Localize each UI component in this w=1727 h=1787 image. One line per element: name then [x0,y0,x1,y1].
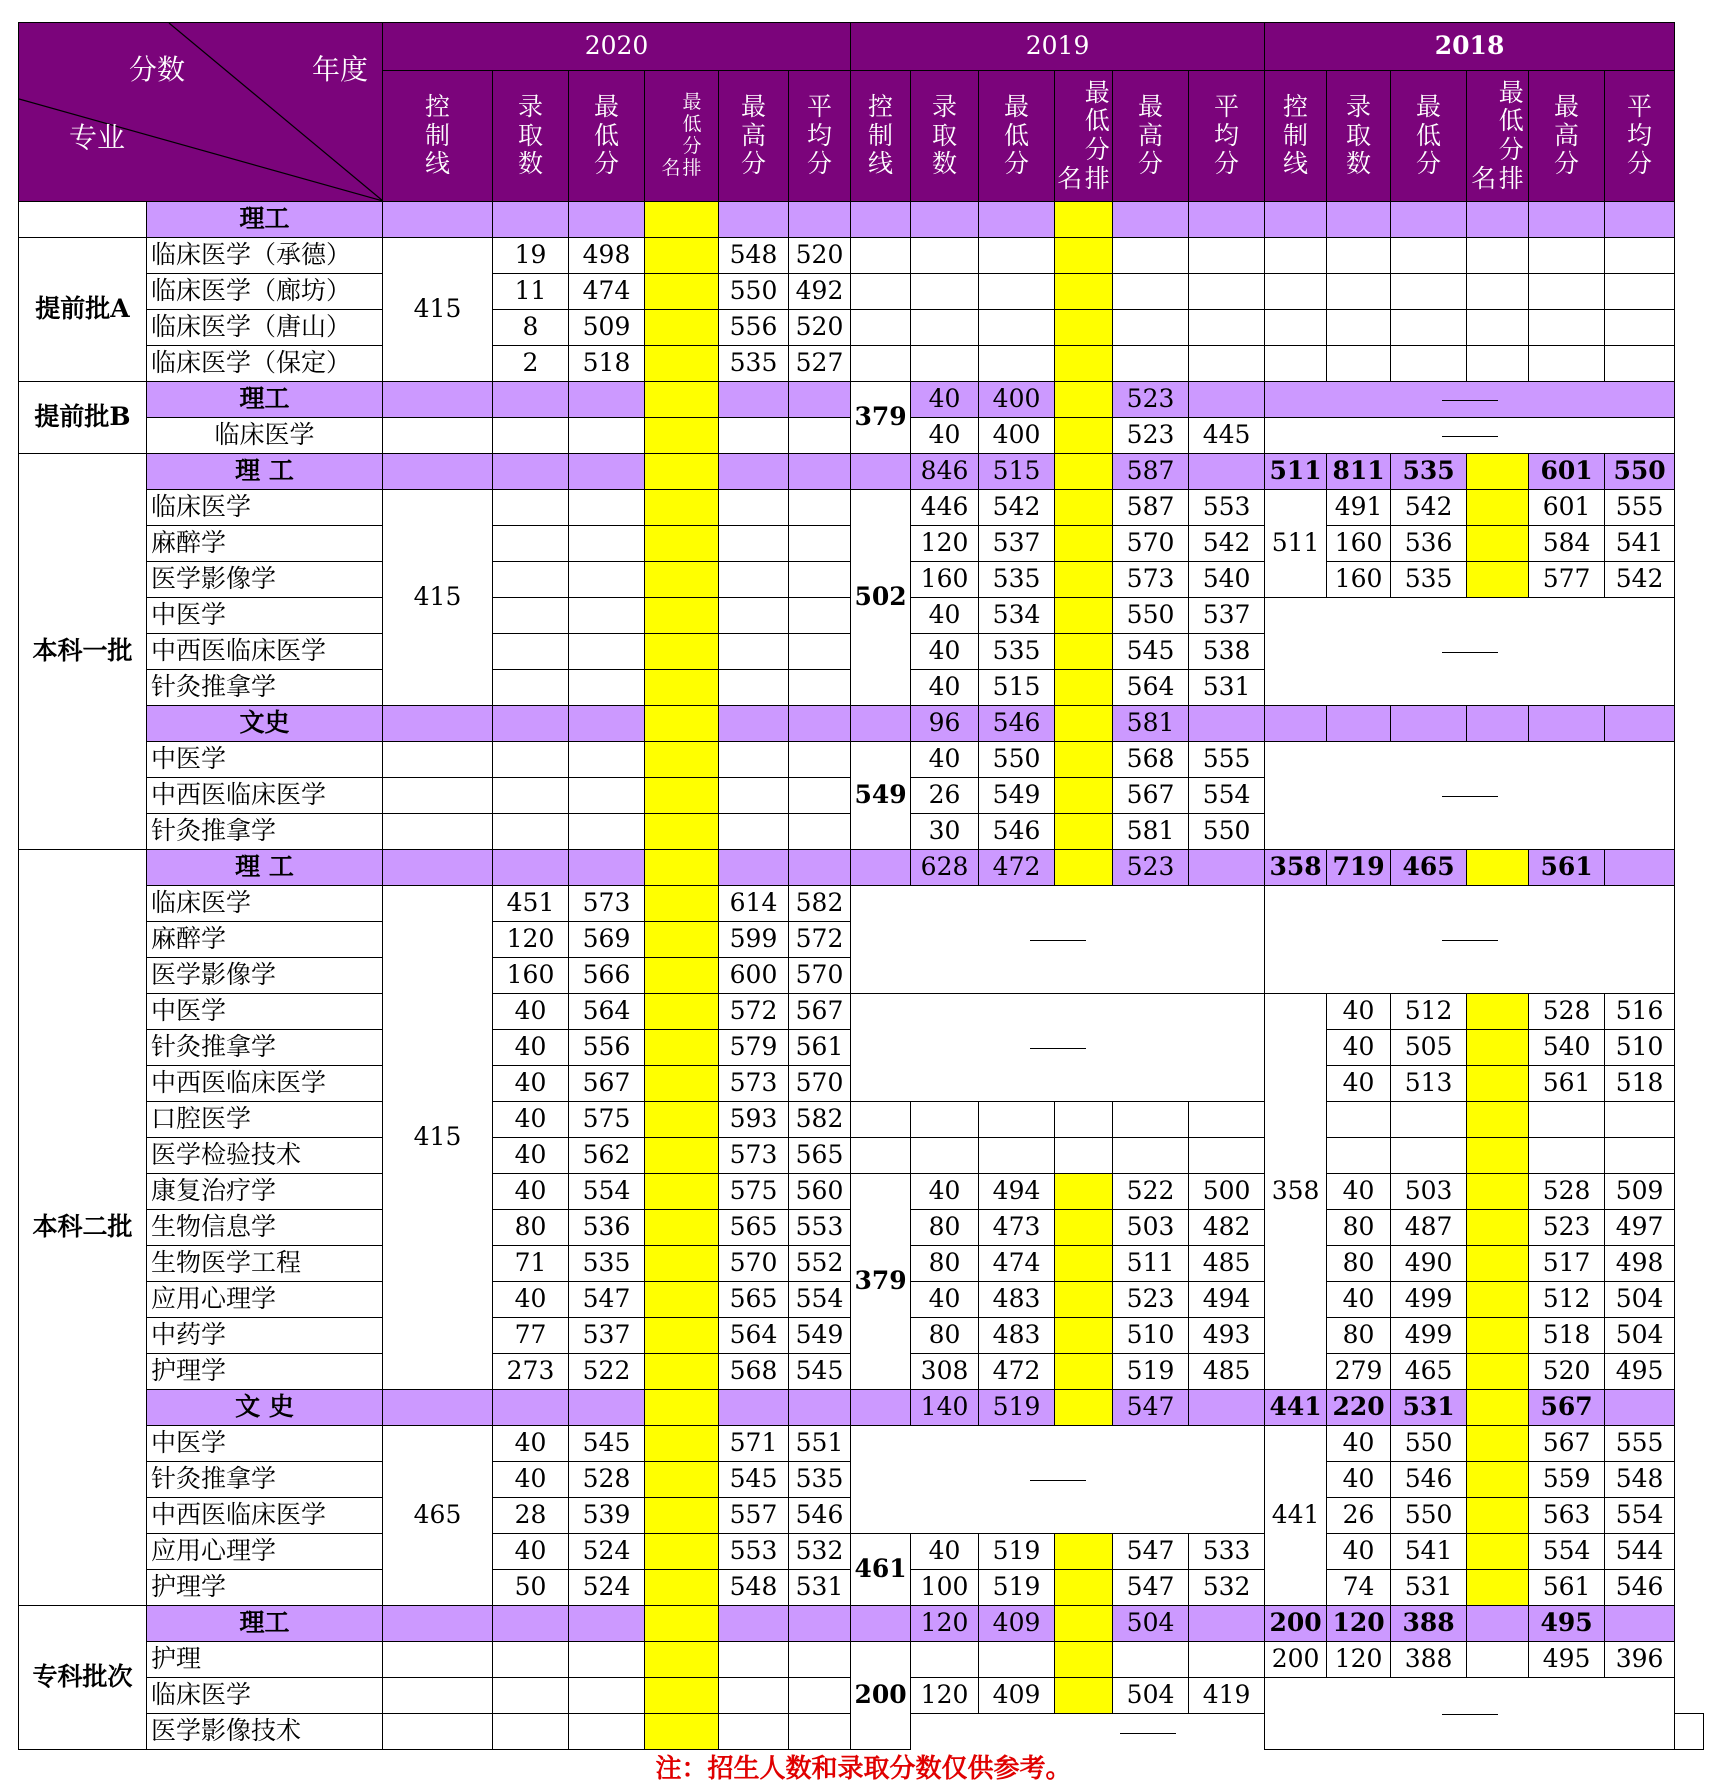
diagonal-lines [19,23,383,201]
table-row: 护理学 273 522 568 545 308 472 519 485 279 465 520 495 [19,1354,1704,1390]
table-row: 本科一批 理 工 846 515 587 511 811 535 601 550 [19,454,1704,490]
dash [1030,1048,1086,1049]
major: 康复治疗学 [147,1174,383,1210]
dash [1442,436,1498,437]
table-row: 临床医学 415 451 573 614 582 [19,886,1704,922]
major: 医学影像学 [147,958,383,994]
table-row: 专科批次 理工 120 409 504 200 120 388 495 [19,1606,1704,1642]
major: 麻醉学 [147,526,383,562]
major: 中西医临床医学 [147,778,383,814]
col-admit-2018: 录取数 [1327,71,1391,202]
table-row: 临床医学 40 400 523 445 [19,418,1704,454]
major: 针灸推拿学 [147,670,383,706]
table-row: 文 史 140 519 547 441 220 531 567 [19,1390,1704,1426]
category-ligong: 理工 [147,202,383,238]
major: 临床医学（唐山） [147,310,383,346]
category-ligong: 理 工 [147,454,383,490]
major: 中医学 [147,1426,383,1462]
major: 临床医学（保定） [147,346,383,382]
table-row [19,202,1704,238]
major: 中医学 [147,742,383,778]
table-row: 针灸推拿学 30 546 581 550 [19,814,1704,850]
table-row: 临床医学 415 502 446 542 587 553 511 491 542 601 555 [19,490,1704,526]
col-max-2019: 最高分 [1113,71,1189,202]
table-row: 针灸推拿学 40 515 564 531 [19,670,1704,706]
admission-score-table-wrapper [18,22,1704,1750]
major: 临床医学 [147,1678,383,1714]
diagonal-header-cell [19,23,383,202]
col-min-2020: 最低分 [569,71,645,202]
major: 针灸推拿学 [147,814,383,850]
major: 临床医学 [147,418,383,454]
table-row: 中医学 40 534 550 537 [19,598,1704,634]
group-b: 提前批B [19,382,147,454]
table-row: 康复治疗学 40 554 575 560 379 40 494 522 500 40 503 528 509 [19,1174,1704,1210]
col-avg-2018: 平均分 [1605,71,1675,202]
major: 护理学 [147,1570,383,1606]
table-row: 护理 200 200 120 388 495 396 [19,1642,1704,1678]
major: 医学影像学 [147,562,383,598]
col-control-2020: 控制线 [383,71,493,202]
col-min-2018: 最低分 [1391,71,1467,202]
col-admit-2019: 录取数 [911,71,979,202]
table-row: 临床医学（唐山） 8 509 556 520 [19,310,1704,346]
major: 针灸推拿学 [147,1030,383,1066]
admission-score-table [18,22,1704,1750]
table-row: 临床医学（保定） 2 518 535 527 [19,346,1704,382]
major: 临床医学（承德） [147,238,383,274]
table-row: 生物信息学 80 536 565 553 80 473 503 482 80 487 523 497 [19,1210,1704,1246]
table-row: 中西医临床医学 28 539 557 546 26 550 563 554 [19,1498,1704,1534]
major: 临床医学 [147,886,383,922]
table-row: 中医学 40 564 572 567 358 40 512 528 516 [19,994,1704,1030]
group-zk: 专科批次 [19,1606,147,1750]
major: 中医学 [147,994,383,1030]
col-min-2019: 最低分 [979,71,1055,202]
col-max-2020: 最高分 [719,71,789,202]
dash [1442,1714,1498,1715]
major: 生物医学工程 [147,1246,383,1282]
table-row: 应用心理学 40 524 553 532 461 40 519 547 533 40 541 554 544 [19,1534,1704,1570]
col-rank-2020: 名最低分排 [645,71,719,202]
table-row: 中医学 549 40 550 568 555 [19,742,1704,778]
table-row: 针灸推拿学 40 556 579 561 40 505 540 510 [19,1030,1704,1066]
major: 麻醉学 [147,922,383,958]
category-wenshi: 文 史 [147,1390,383,1426]
major: 应用心理学 [147,1282,383,1318]
table-row: 临床医学（廊坊） 11 474 550 492 [19,274,1704,310]
col-control-2018: 控制线 [1265,71,1327,202]
major: 临床医学（廊坊） [147,274,383,310]
year-label: 年度 [311,53,368,86]
major: 中西医临床医学 [147,1498,383,1534]
table-row: 应用心理学 40 547 565 554 40 483 523 494 40 499 512 504 [19,1282,1704,1318]
table-row: 麻醉学 120 537 570 542 160 536 584 541 [19,526,1704,562]
table-row: 中西医临床医学 40 567 573 570 40 513 561 518 [19,1066,1704,1102]
group-two: 本科二批 [19,850,147,1606]
table-row: 本科二批 理 工 628 472 523 358 719 465 561 [19,850,1704,886]
major: 护理学 [147,1354,383,1390]
table-row: 医学检验技术 40 562 573 565 [19,1138,1704,1174]
table-row: 中医学 465 40 545 571 551 441 40 550 567 555 [19,1426,1704,1462]
category-wenshi: 文史 [147,706,383,742]
category-ligong: 理工 [147,1606,383,1642]
dash [1442,652,1498,653]
col-avg-2020: 平均分 [789,71,851,202]
major: 应用心理学 [147,1534,383,1570]
year-2020-header: 2020 [383,23,851,71]
dash [1442,400,1498,401]
footnote: 注：招生人数和录取分数仅供参考。 [655,1754,1072,1784]
score-label: 分数 [129,53,186,86]
table-row: 医学影像学 160 535 573 540 160 535 577 542 [19,562,1704,598]
major: 针灸推拿学 [147,1462,383,1498]
major: 口腔医学 [147,1102,383,1138]
table-row: 中药学 77 537 564 549 80 483 510 493 80 499 518 504 [19,1318,1704,1354]
col-avg-2019: 平均分 [1189,71,1265,202]
table-row: 中西医临床医学 40 535 545 538 [19,634,1704,670]
major: 生物信息学 [147,1210,383,1246]
table-row: 提前批B 理工 379 40 400 523 [19,382,1704,418]
table-row: 临床医学 120 409 504 419 [19,1678,1704,1714]
dash [1030,1480,1086,1481]
major: 中医学 [147,598,383,634]
table-row: 护理学 50 524 548 531 100 519 547 532 74 531 561 546 [19,1570,1704,1606]
col-control-2019: 控制线 [851,71,911,202]
col-max-2018: 最高分 [1529,71,1605,202]
major: 临床医学 [147,490,383,526]
major: 中药学 [147,1318,383,1354]
major: 医学影像技术 [147,1714,383,1750]
col-rank-2018: 名最低分排 [1467,71,1529,202]
table-row: 中西医临床医学 26 549 567 554 [19,778,1704,814]
major: 中西医临床医学 [147,634,383,670]
year-2019-header: 2019 [851,23,1265,71]
table-row: 麻醉学 120 569 599 572 [19,922,1704,958]
major: 医学检验技术 [147,1138,383,1174]
table-row: 提前批A 临床医学（承德） 415 19 498 548 520 [19,238,1704,274]
category-ligong: 理工 [147,382,383,418]
table-row: 口腔医学 40 575 593 582 [19,1102,1704,1138]
col-rank-2019: 名最低分排 [1055,71,1113,202]
category-ligong: 理 工 [147,850,383,886]
dash [1120,1733,1176,1734]
table-row: 针灸推拿学 40 528 545 535 40 546 559 548 [19,1462,1704,1498]
group-a: 提前批A [19,238,147,382]
col-admit-2020: 录取数 [493,71,569,202]
dash [1442,796,1498,797]
dash [1442,940,1498,941]
table-row: 医学影像学 160 566 600 570 [19,958,1704,994]
year-2018-header: 2018 [1265,23,1675,71]
major-label: 专业 [69,121,126,154]
table-row: 文史 96 546 581 [19,706,1704,742]
table-row: 生物医学工程 71 535 570 552 80 474 511 485 80 490 517 498 [19,1246,1704,1282]
major: 中西医临床医学 [147,1066,383,1102]
major: 护理 [147,1642,383,1678]
dash [1030,940,1086,941]
group-one: 本科一批 [19,454,147,850]
